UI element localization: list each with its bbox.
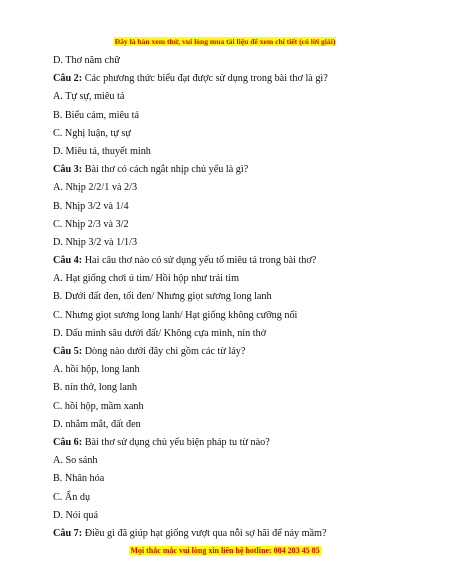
answer-option [53,416,423,434]
option-text: B. nín thở, long lanh [53,382,138,394]
answer-option [53,179,423,197]
answer-option [53,470,423,488]
option-text: C. Nhịp 2/3 và 3/2 [53,218,129,230]
option-text: C. Nghị luận, tự sự [53,127,131,139]
answer-option [53,270,423,288]
hotline-notice [0,546,450,556]
option-text: A. hồi hộp, long lanh [53,364,140,376]
question-number: Câu 5: [53,346,83,357]
option-text: C. Ẩn dụ [53,491,91,503]
option-text: A. So sánh [53,455,98,467]
question-line [53,343,423,361]
hotline-notice-text: Mọi thắc mắc vui lòng xin liên hệ hotline: 084 283 45 85 [130,546,320,555]
preview-notice [0,37,450,47]
question-text: Điều gì đã giúp hạt giống vượt qua nỗi sợ hãi để nảy mầm? [82,527,327,539]
question-line [53,161,423,179]
question-line [53,70,423,88]
question-number: Câu 6: [53,436,83,448]
option-text: B. Nhịp 3/2 và 1/4 [53,200,129,212]
question-line [53,525,423,543]
option-text: C. hồi hộp, mầm xanh [53,400,144,412]
answer-option [53,198,423,216]
question-text: Bài thơ có cách ngắt nhịp chủ yếu là gì? [82,164,249,176]
answer-option [53,507,423,525]
answer-option [53,325,423,343]
answer-option [53,88,423,106]
option-text: D. Nói quá [53,509,98,521]
option-text: B. Nhân hóa [53,473,105,485]
question-number: Câu 7: [53,527,83,539]
answer-option [53,143,423,161]
answer-option [53,379,423,397]
question-line [53,434,423,452]
answer-option [53,107,423,125]
answer-option [53,125,423,143]
option-text: A. Hạt giống chơi ú tim/ Hồi hộp như trái tim [53,273,240,285]
answer-option [53,52,423,70]
question-line [53,252,423,270]
document-body [53,52,423,543]
option-text: D. Nhịp 3/2 và 1/1/3 [53,236,138,248]
answer-option [53,489,423,507]
question-number: Câu 4: [53,255,83,267]
option-text: B. Dưới đất đen, tối đen/ Nhưng giọt sương long lanh [53,291,272,303]
option-text: A. Nhịp 2/2/1 và 2/3 [53,182,138,194]
option-text: D. Miêu tả, thuyết minh [53,145,151,157]
answer-option [53,307,423,325]
option-text: D. Dấu mình sâu dưới đất/ Không cựa mình, nín thở [53,327,267,339]
preview-notice-text: Đây là bản xem thử, vui lòng mua tài liệu để xem chi tiết (có lời giải) [114,37,336,46]
answer-option [53,216,423,234]
option-text: D. nhắm mắt, đất đen [53,418,141,430]
option-text: A. Tự sự, miêu tả [53,91,125,103]
question-text: Bài thơ sử dụng chủ yếu biện pháp tu từ nào? [82,436,270,448]
answer-option [53,398,423,416]
question-text: Hai câu thơ nào có sử dụng yếu tố miêu tả trong bài thơ? [82,255,317,267]
question-number: Câu 3: [53,164,83,176]
option-text: B. Biểu cảm, miêu tả [53,109,140,121]
option-text: D. Thơ năm chữ [53,55,120,66]
answer-option [53,288,423,306]
question-text: Các phương thức biểu đạt được sử dụng trong bài thơ là gì? [82,73,328,85]
question-number: Câu 2: [53,73,83,85]
option-text: C. Nhưng giọt sương long lanh/ Hạt giống không cưỡng nổi [53,309,298,321]
answer-option [53,234,423,252]
answer-option [53,361,423,379]
answer-option [53,452,423,470]
question-text: Dòng nào dưới đây chỉ gồm các từ láy? [82,346,246,357]
